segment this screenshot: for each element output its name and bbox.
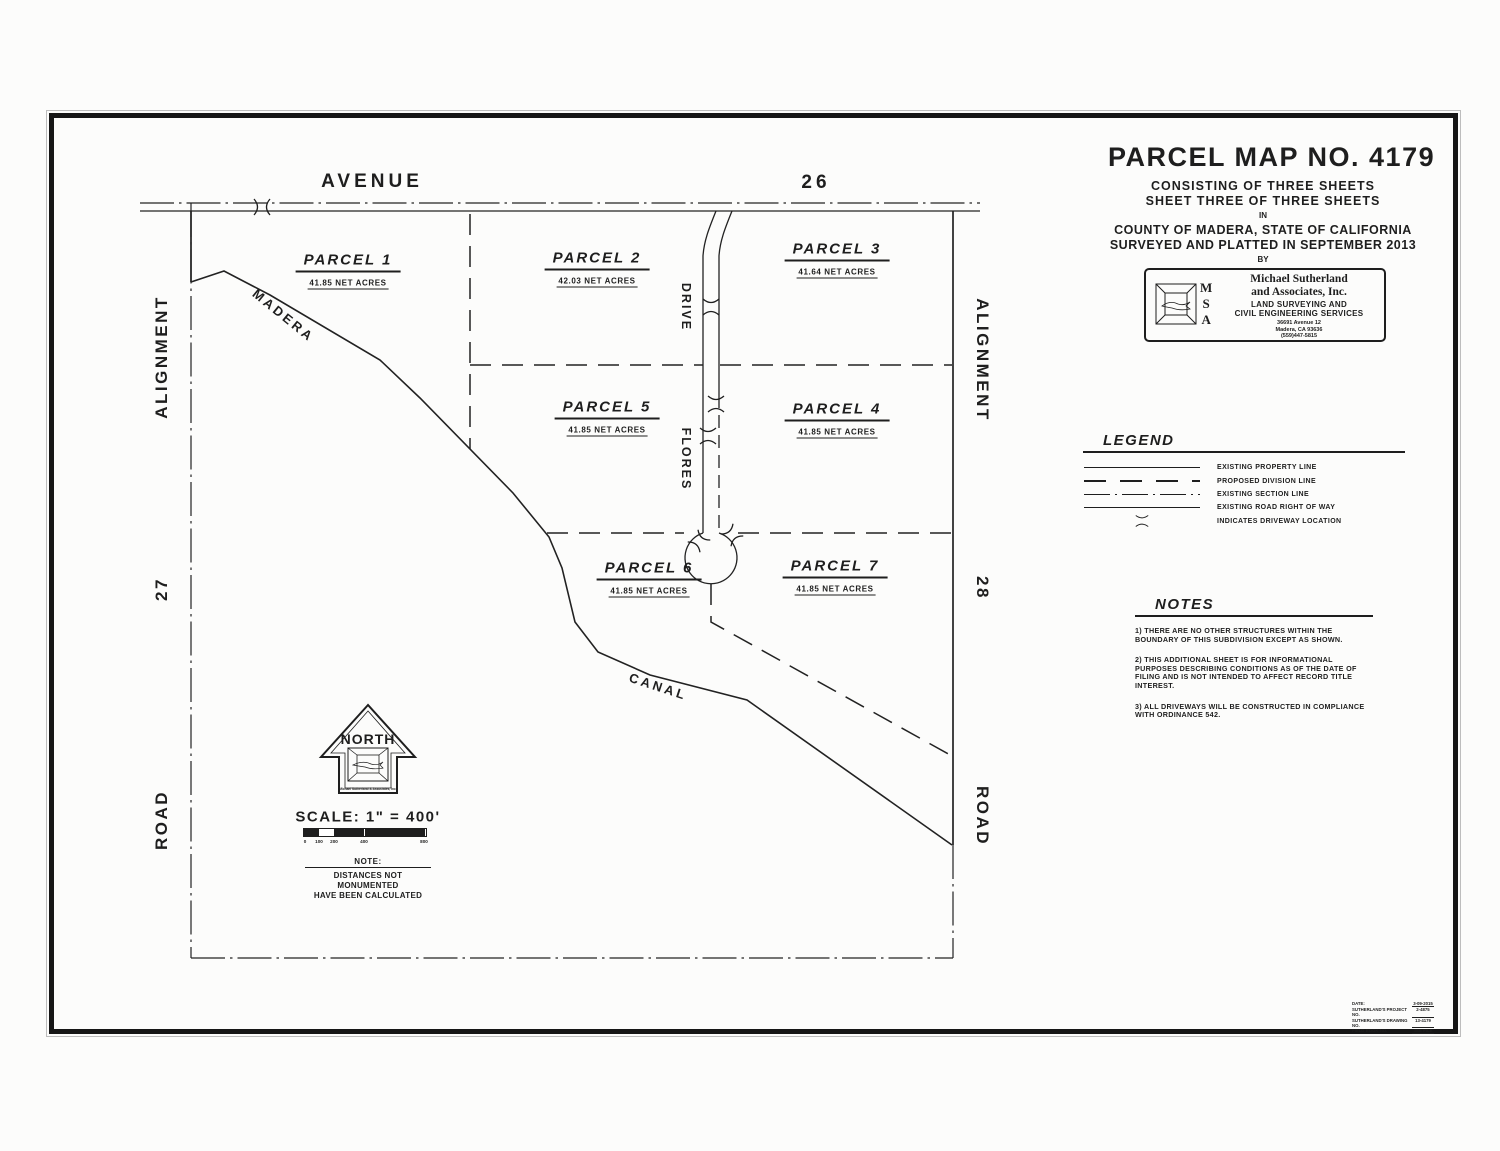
scale-bar	[303, 828, 427, 837]
title-sheet: SHEET THREE OF THREE SHEETS	[1145, 193, 1381, 208]
driveway-symbol	[1131, 514, 1153, 528]
legend-item: PROPOSED DIVISION LINE	[1083, 474, 1405, 487]
north-arrow	[293, 700, 443, 800]
flores-drive-word-flores: FLORES	[679, 427, 693, 491]
note-heading: NOTE:	[305, 857, 431, 868]
flores-drive-road	[703, 211, 732, 533]
note-3: 3) ALL DRIVEWAYS WILL BE CONSTRUCTED IN COMPLIANCE WITH ORDINANCE 542.	[1135, 701, 1365, 720]
company-service-2: CIVIL ENGINEERING SERVICES	[1234, 309, 1364, 318]
parcel-acres: 41.85 NET ACRES	[610, 586, 688, 596]
parcel-name: PARCEL 1	[296, 252, 401, 273]
parcel-2-label	[545, 250, 650, 289]
avenue-label: AVENUE	[321, 171, 423, 192]
company-name-1: Michael Sutherland	[1250, 273, 1348, 285]
map-title: PARCEL MAP NO. 4179	[1108, 142, 1436, 172]
company-text	[1218, 273, 1380, 340]
parcel-name: PARCEL 5	[555, 399, 660, 420]
legend	[1083, 432, 1405, 528]
parcel-4-label	[785, 401, 890, 440]
title-surveyed: SURVEYED AND PLATTED IN SEPTEMBER 2013	[1109, 237, 1417, 252]
proposed-division-line-symbol	[1084, 480, 1200, 482]
notes	[1135, 596, 1373, 720]
company-phone: (559)447-5815	[1280, 333, 1318, 339]
legend-item: EXISTING SECTION LINE	[1083, 488, 1405, 501]
title-by: BY	[1257, 255, 1269, 264]
madera-canal-word2: CANAL	[627, 670, 690, 703]
title-in: IN	[1259, 211, 1267, 220]
legend-item: EXISTING ROAD RIGHT OF WAY	[1083, 501, 1405, 514]
north-label: NORTH	[340, 731, 396, 747]
distances-note: NOTE: DISTANCES NOT MONUMENTED HAVE BEEN CALCULATED	[305, 851, 431, 901]
parcel-name: PARCEL 7	[783, 558, 888, 579]
title-consisting: CONSISTING OF THREE SHEETS	[1151, 179, 1375, 193]
footer-info-block	[1352, 1001, 1434, 1034]
note-2: 2) THIS ADDITIONAL SHEET IS FOR INFORMATIONAL PURPOSES DESCRIBING CONDITIONS AS OF THE DATE OF FILING AND IS NOT INTENDED TO AFFECT RECORD TITLE INTEREST.	[1135, 655, 1357, 690]
right-road-label: ROAD	[973, 785, 992, 847]
parcel-7-label	[783, 558, 888, 597]
flores-drive-word-drive: DRIVE	[679, 282, 693, 332]
proposed-division-lines	[470, 214, 952, 756]
left-road-alignment-label: ALIGNMENT	[152, 295, 171, 419]
legend-item: INDICATES DRIVEWAY LOCATION	[1083, 515, 1405, 528]
surveyor-company-box	[1144, 268, 1386, 342]
legend-item: EXISTING PROPERTY LINE	[1083, 461, 1405, 474]
company-service-1: LAND SURVEYING AND	[1250, 300, 1348, 309]
avenue-number: 26	[801, 172, 831, 193]
left-road-number: 27	[152, 577, 171, 601]
footer-row: SUTHERLAND'S PROJECT NO. 2-4875	[1352, 1007, 1434, 1017]
existing-property-line-symbol	[1084, 467, 1200, 469]
road-right-of-way-symbol	[1084, 507, 1200, 508]
parcel-name: PARCEL 3	[785, 241, 890, 262]
scale-label: SCALE: 1" = 400'	[295, 808, 441, 826]
msa-initials: M S A	[1200, 280, 1213, 327]
left-road-label: ROAD	[152, 789, 171, 851]
parcel-acres: 41.85 NET ACRES	[796, 584, 874, 594]
parcel-acres: 41.85 NET ACRES	[568, 425, 646, 435]
parcel-6-label	[597, 560, 702, 599]
footer-row: DATE: 3-09-2015	[1352, 1001, 1433, 1006]
title-block	[1108, 142, 1436, 264]
parcel-acres: 41.85 NET ACRES	[798, 427, 876, 437]
parcel-name: PARCEL 6	[597, 560, 702, 581]
north-logo-caption: Michael Sutherland & Associates, Inc.	[339, 787, 397, 791]
right-road-alignment-label: ALIGNMENT	[973, 298, 992, 422]
title-county: COUNTY OF MADERA, STATE OF CALIFORNIA	[1114, 223, 1412, 237]
parcel-1-label	[296, 252, 401, 291]
parcel-5-label	[555, 399, 660, 438]
parcel-name: PARCEL 4	[785, 401, 890, 422]
parcel-acres: 41.64 NET ACRES	[798, 267, 876, 277]
note-1: 1) THERE ARE NO OTHER STRUCTURES WITHIN THE BOUNDARY OF THIS SUBDIVISION EXCEPT AS SHOWN.	[1135, 626, 1343, 644]
msa-logo	[1154, 282, 1198, 326]
company-address-1: 36691 Avenue 12	[1277, 320, 1321, 326]
footer-row: SUTHERLAND'S DRAWING NO. 13-4179	[1352, 1018, 1434, 1028]
parcel-acres: 42.03 NET ACRES	[558, 276, 636, 286]
legend-heading: LEGEND	[1103, 432, 1175, 449]
notes-rule	[1135, 615, 1373, 617]
parcel-3-label	[785, 241, 890, 280]
existing-section-line-symbol	[1084, 494, 1200, 495]
parcel-acres: 41.85 NET ACRES	[309, 278, 387, 288]
parcel-name: PARCEL 2	[545, 250, 650, 271]
notes-heading: NOTES	[1155, 596, 1215, 613]
company-name-2: and Associates, Inc.	[1251, 285, 1347, 298]
madera-canal-word1: MADERA	[249, 286, 318, 345]
footer-row: FIELD BOOK NO. SEE FILE	[1352, 1028, 1433, 1034]
right-road-number: 28	[973, 576, 992, 600]
scale-bar-ticks: 0 100 200 400 800	[303, 839, 428, 844]
company-address-2: Madera, CA 93636	[1275, 326, 1323, 333]
